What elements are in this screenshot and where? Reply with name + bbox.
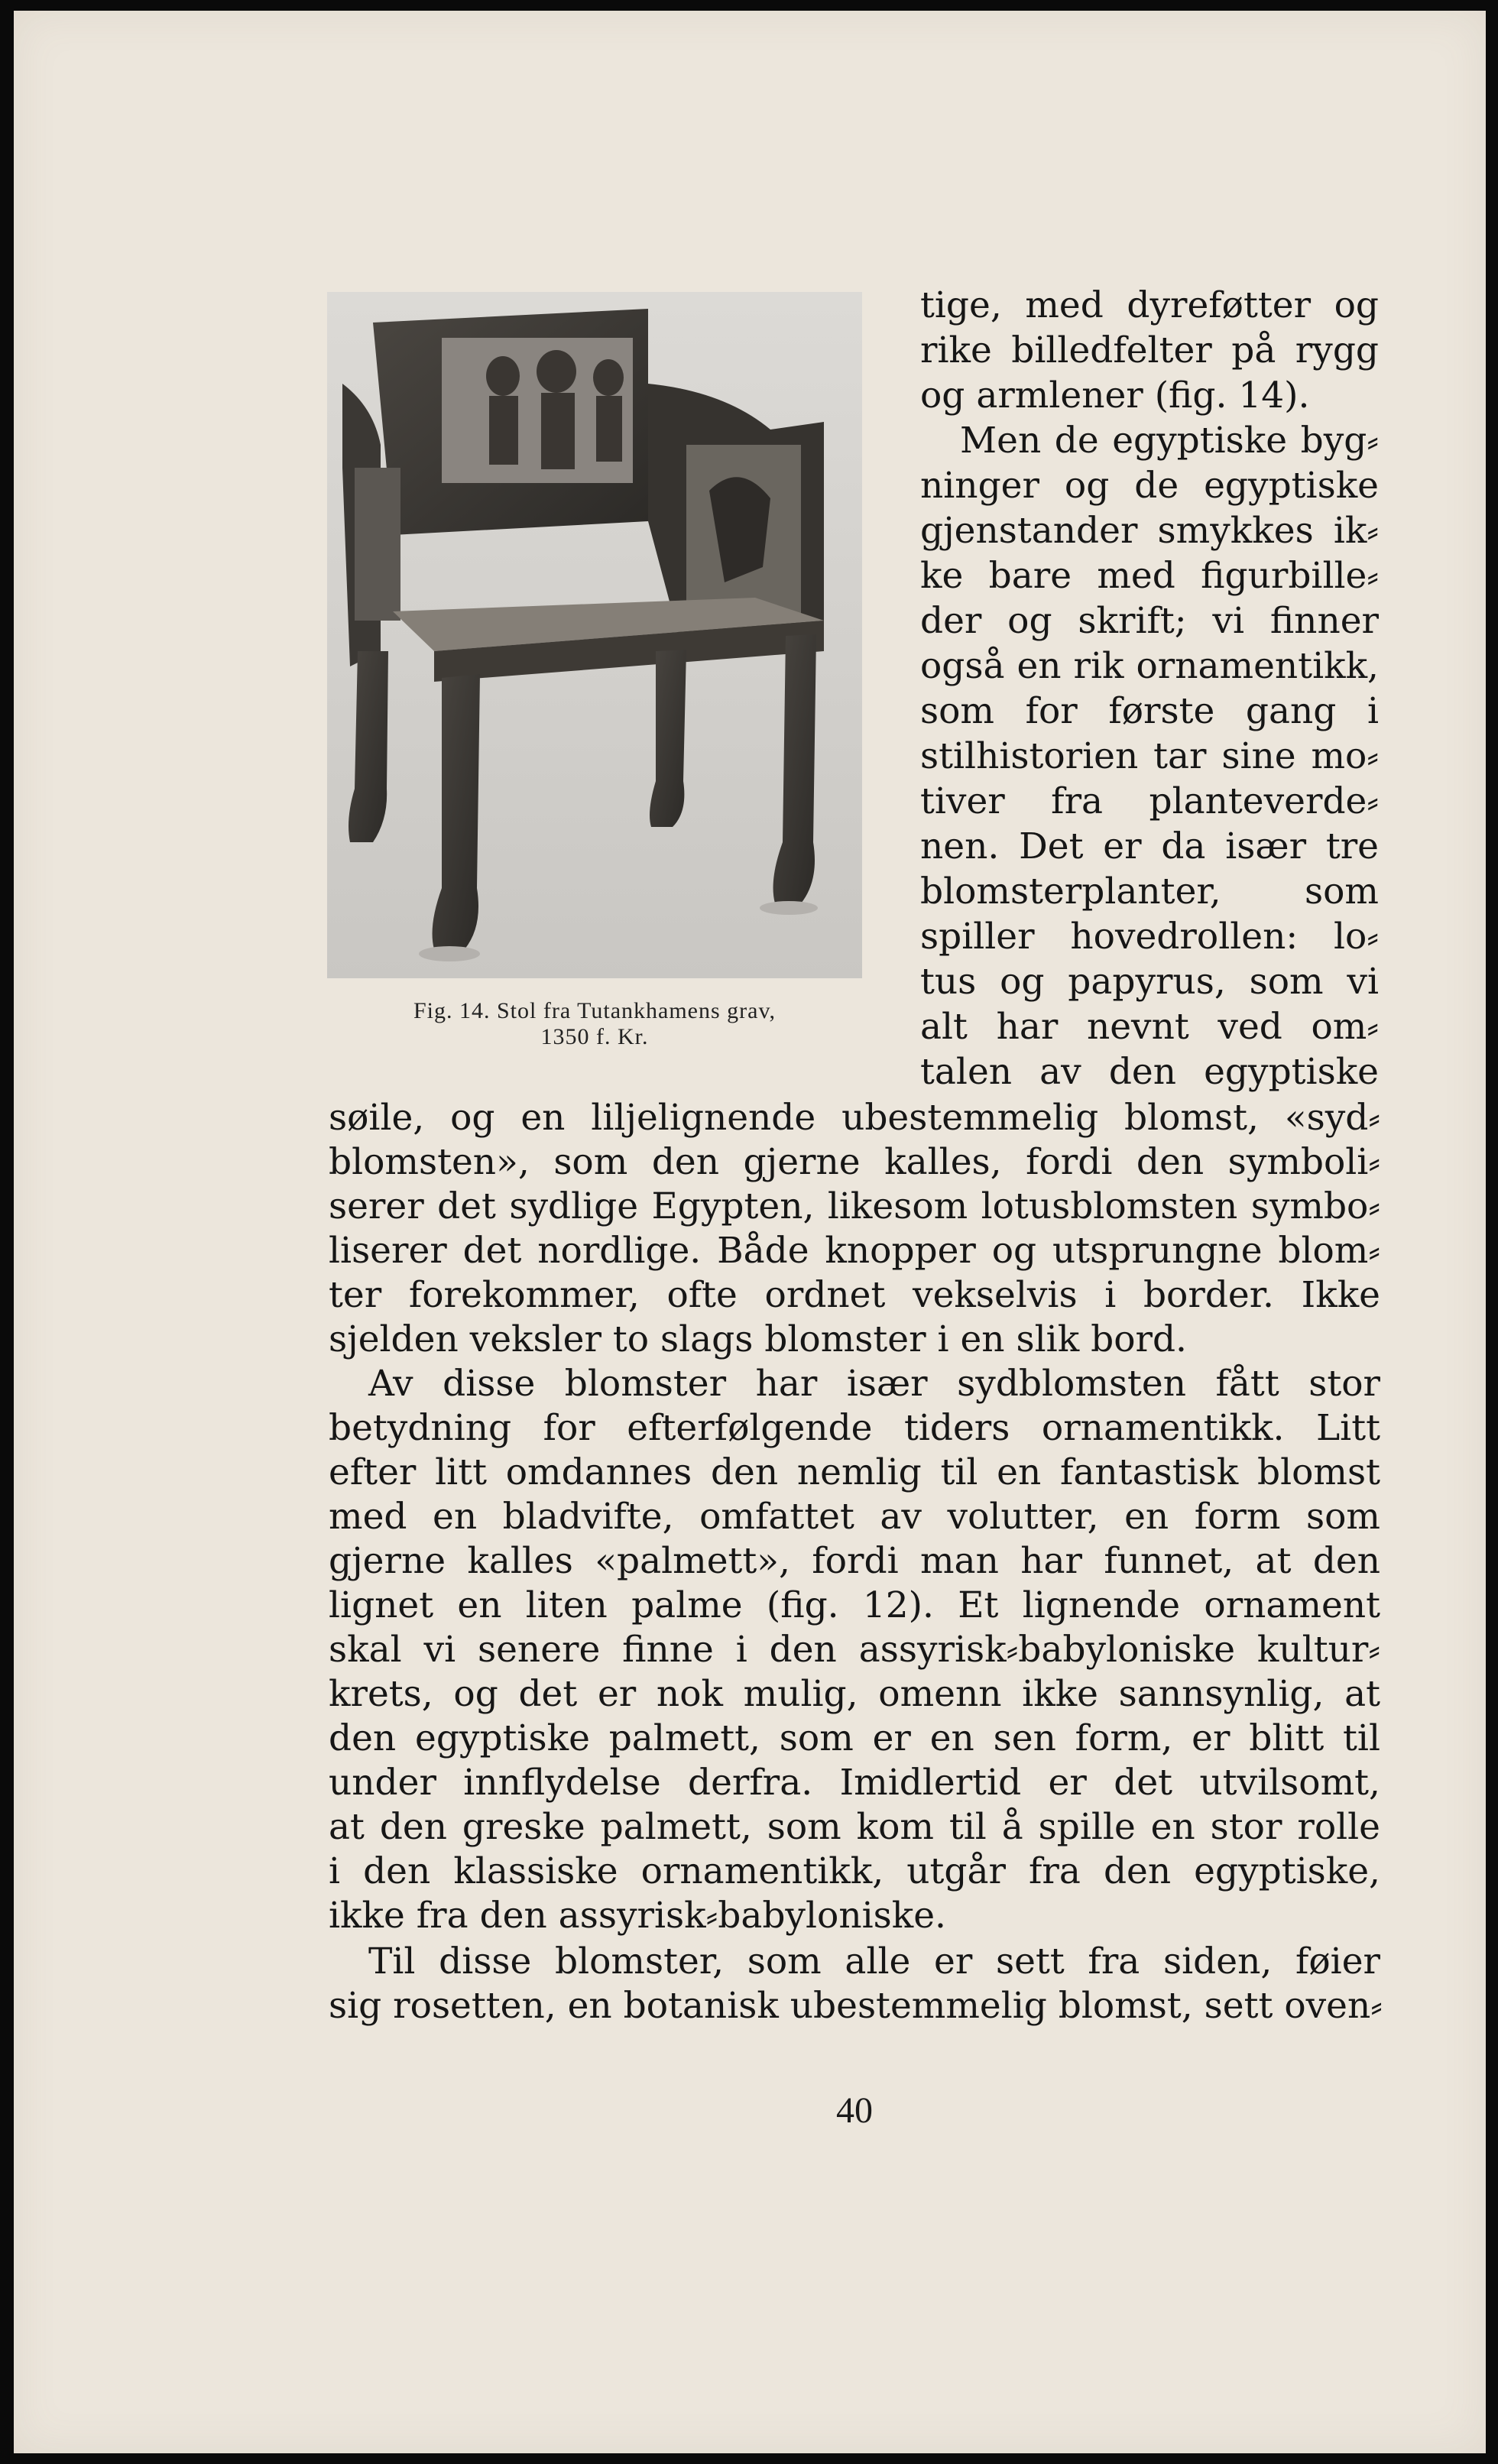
column-line: ke bare med figurbille⸗ <box>920 555 1379 597</box>
body-line: ter forekommer, ofte ordnet vekselvis i border. Ikke <box>329 1274 1380 1316</box>
body-line: Til disse blomster, som alle er sett fra siden, føier <box>368 1940 1380 1983</box>
body-line: serer det sydlige Egypten, likesom lotusblomsten symbo⸗ <box>329 1185 1380 1227</box>
body-line: sig rosetten, en botanisk ubestemmelig blomst, sett oven⸗ <box>329 1985 1383 2027</box>
column-line: tiver fra planteverde⸗ <box>920 780 1379 822</box>
body-line: ikke fra den assyrisk⸗babyloniske. <box>329 1895 946 1937</box>
column-line: som for første gang i <box>920 690 1379 732</box>
book-page <box>14 11 1486 2453</box>
body-line: krets, og det er nok mulig, omenn ikke sannsynlig, at <box>329 1673 1380 1715</box>
column-line: ninger og de egyptiske <box>920 465 1379 507</box>
figure-caption <box>335 998 854 1050</box>
column-line: der og skrift; vi finner <box>920 600 1379 642</box>
body-line: efter litt omdannes den nemlig til en fantastisk blomst <box>329 1451 1380 1493</box>
body-line: gjerne kalles «palmett», fordi man har funnet, at den <box>329 1540 1380 1582</box>
column-line: tus og papyrus, som vi <box>920 961 1379 1003</box>
body-line: lignet en liten palme (fig. 12). Et lignende ornament <box>329 1584 1380 1626</box>
caption-line-2: 1350 f. Kr. <box>540 1024 649 1049</box>
figure-14 <box>327 292 862 978</box>
body-line: sjelden veksler to slags blomster i en slik bord. <box>329 1318 1187 1360</box>
body-line: skal vi senere finne i den assyrisk⸗babyloniske kultur⸗ <box>329 1629 1380 1671</box>
column-line: alt har nevnt ved om⸗ <box>920 1006 1379 1048</box>
body-line: den egyptiske palmett, som er en sen form, er blitt til <box>329 1717 1380 1759</box>
body-line: med en bladvifte, omfattet av volutter, en form som <box>329 1496 1380 1538</box>
column-line: også en rik ornamentikk, <box>920 645 1379 687</box>
column-line: og armlener (fig. 14). <box>920 374 1310 417</box>
body-line: betydning for efterfølgende tiders ornamentikk. Litt <box>329 1407 1380 1449</box>
chair-photo <box>327 292 862 978</box>
body-line: blomsten», som den gjerne kalles, fordi den symboli⸗ <box>329 1141 1380 1183</box>
column-line: talen av den egyptiske <box>920 1051 1379 1093</box>
body-line: Av disse blomster har især sydblomsten fått stor <box>368 1363 1380 1405</box>
body-line: liserer det nordlige. Både knopper og utsprungne blom⸗ <box>329 1230 1380 1272</box>
column-line: stilhistorien tar sine mo⸗ <box>920 735 1379 777</box>
column-line: gjenstander smykkes ik⸗ <box>920 510 1379 552</box>
body-line: at den greske palmett, som kom til å spille en stor rolle <box>329 1806 1380 1848</box>
chair-photo-icon <box>327 292 862 978</box>
page-number: 40 <box>836 2090 873 2131</box>
body-line: under innflydelse derfra. Imidlertid er det utvilsomt, <box>329 1762 1380 1804</box>
body-line: søile, og en liljelignende ubestemmelig blomst, «syd⸗ <box>329 1097 1380 1139</box>
caption-line-1: Fig. 14. Stol fra Tutankhamens grav, <box>413 998 777 1023</box>
body-line: i den klassiske ornamentikk, utgår fra den egyptiske, <box>329 1850 1380 1892</box>
column-line: spiller hovedrollen: lo⸗ <box>920 916 1379 958</box>
column-line: rike billedfelter på rygg <box>920 329 1379 371</box>
column-line: tige, med dyreføtter og <box>920 284 1379 326</box>
column-line: Men de egyptiske byg⸗ <box>960 420 1379 462</box>
column-line: nen. Det er da især tre <box>920 825 1379 867</box>
column-line: blomsterplanter, som <box>920 871 1379 913</box>
